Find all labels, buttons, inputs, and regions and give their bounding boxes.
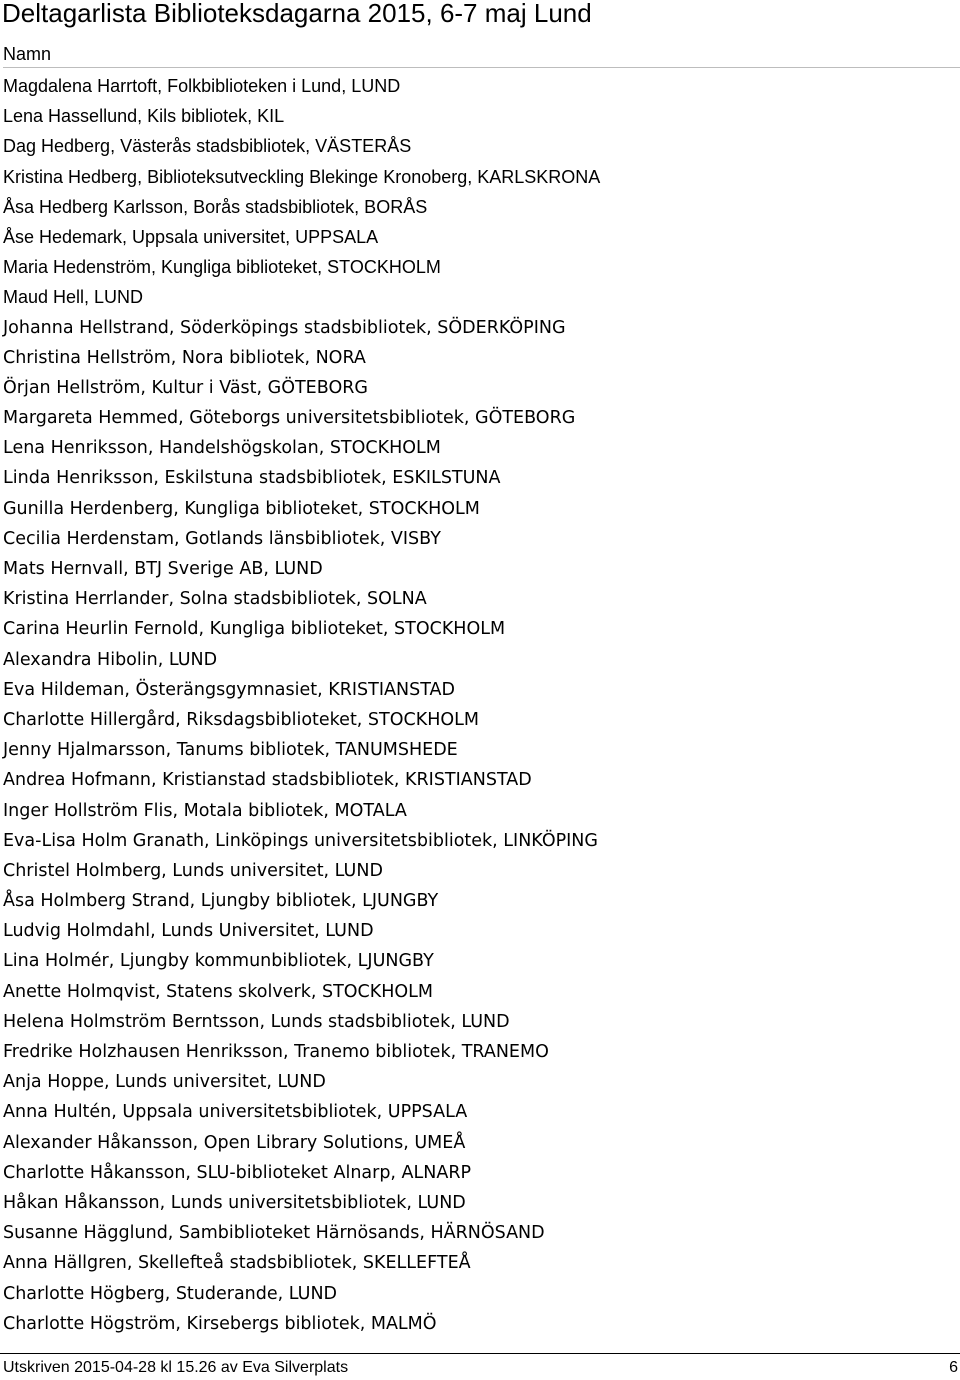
list-item: Charlotte Hillergård, Riksdagsbiblioteket, STOCKHOLM <box>3 709 479 730</box>
list-item: Örjan Hellström, Kultur i Väst, GÖTEBORG <box>3 377 368 398</box>
list-item: Christina Hellström, Nora bibliotek, NORA <box>3 347 366 368</box>
print-info: Utskriven 2015-04-28 kl 15.26 av Eva Silverplats <box>3 1359 349 1376</box>
participant-list <box>3 71 600 1339</box>
list-item: Charlotte Högberg, Studerande, LUND <box>3 1283 338 1304</box>
list-item: Maud Hell, LUND <box>3 287 144 308</box>
list-item: Anna Hultén, Uppsala universitetsbibliotek, UPPSALA <box>3 1102 468 1123</box>
list-item: Helena Holmström Berntsson, Lunds stadsbibliotek, LUND <box>3 1011 510 1032</box>
list-item: Cecilia Herdenstam, Gotlands länsbibliotek, VISBY <box>3 528 441 549</box>
list-item: Håkan Håkansson, Lunds universitetsbibliotek, LUND <box>3 1192 466 1213</box>
list-item: Eva Hildeman, Österängsgymnasiet, KRISTIANSTAD <box>3 679 455 700</box>
list-item: Charlotte Högström, Kirsebergs bibliotek, MALMÖ <box>3 1313 437 1334</box>
list-item: Magdalena Harrtoft, Folkbiblioteken i Lund, LUND <box>3 76 401 96</box>
list-item: Andrea Hofmann, Kristianstad stadsbibliotek, KRISTIANSTAD <box>3 770 532 791</box>
list-item: Lena Hassellund, Kils bibliotek, KIL <box>3 106 285 127</box>
page-number: 6 <box>949 1359 958 1376</box>
list-item: Kristina Hedberg, Biblioteksutveckling Blekinge Kronoberg, KARLSKRONA <box>3 166 601 187</box>
list-item: Lina Holmér, Ljungby kommunbibliotek, LJUNGBY <box>3 951 434 972</box>
list-item: Charlotte Håkansson, SLU-biblioteket Alnarp, ALNARP <box>3 1162 472 1183</box>
list-item: Carina Heurlin Fernold, Kungliga biblioteket, STOCKHOLM <box>3 619 506 640</box>
list-item: Susanne Hägglund, Sambiblioteket Härnösands, HÄRNÖSAND <box>3 1223 545 1244</box>
list-item: Dag Hedberg, Västerås stadsbibliotek, VÄSTERÅS <box>3 136 412 157</box>
list-item: Alexander Håkansson, Open Library Solutions, UMEÅ <box>3 1132 466 1153</box>
list-item: Lena Henriksson, Handelshögskolan, STOCKHOLM <box>3 438 441 459</box>
list-item: Eva-Lisa Holm Granath, Linköpings universitetsbibliotek, LINKÖPING <box>3 830 598 851</box>
list-item: Inger Hollström Flis, Motala bibliotek, MOTALA <box>3 800 407 821</box>
list-item: Fredrike Holzhausen Henriksson, Tranemo bibliotek, TRANEMO <box>3 1042 549 1062</box>
list-item: Maria Hedenström, Kungliga biblioteket, STOCKHOLM <box>3 257 441 278</box>
list-item: Alexandra Hibolin, LUND <box>3 649 218 670</box>
list-item: Kristina Herrlander, Solna stadsbibliotek, SOLNA <box>3 589 427 610</box>
page-title: Deltagarlista Biblioteksdagarna 2015, 6-7 maj Lund <box>2 0 592 28</box>
list-item: Åsa Holmberg Strand, Ljungby bibliotek, LJUNGBY <box>3 891 439 912</box>
list-item: Linda Henriksson, Eskilstuna stadsbibliotek, ESKILSTUNA <box>3 468 501 489</box>
list-item: Åsa Hedberg Karlsson, Borås stadsbibliotek, BORÅS <box>3 196 428 217</box>
list-item: Mats Hernvall, BTJ Sverige AB, LUND <box>3 559 323 579</box>
list-item: Anja Hoppe, Lunds universitet, LUND <box>3 1072 326 1093</box>
list-item: Anette Holmqvist, Statens skolverk, STOCKHOLM <box>3 981 434 1002</box>
list-item: Christel Holmberg, Lunds universitet, LUND <box>3 860 383 881</box>
list-item: Gunilla Herdenberg, Kungliga biblioteket, STOCKHOLM <box>3 498 480 519</box>
list-item: Margareta Hemmed, Göteborgs universitetsbibliotek, GÖTEBORG <box>3 408 576 429</box>
list-item: Åse Hedemark, Uppsala universitet, UPPSALA <box>3 226 379 247</box>
list-item: Jenny Hjalmarsson, Tanums bibliotek, TANUMSHEDE <box>3 740 458 761</box>
column-header-name: Namn <box>3 43 960 68</box>
list-item: Ludvig Holmdahl, Lunds Universitet, LUND <box>3 921 374 942</box>
list-item: Johanna Hellstrand, Söderköpings stadsbibliotek, SÖDERKÖPING <box>3 317 566 338</box>
list-item: Anna Hällgren, Skellefteå stadsbibliotek, SKELLEFTEÅ <box>3 1253 471 1274</box>
page-footer <box>0 1353 960 1378</box>
